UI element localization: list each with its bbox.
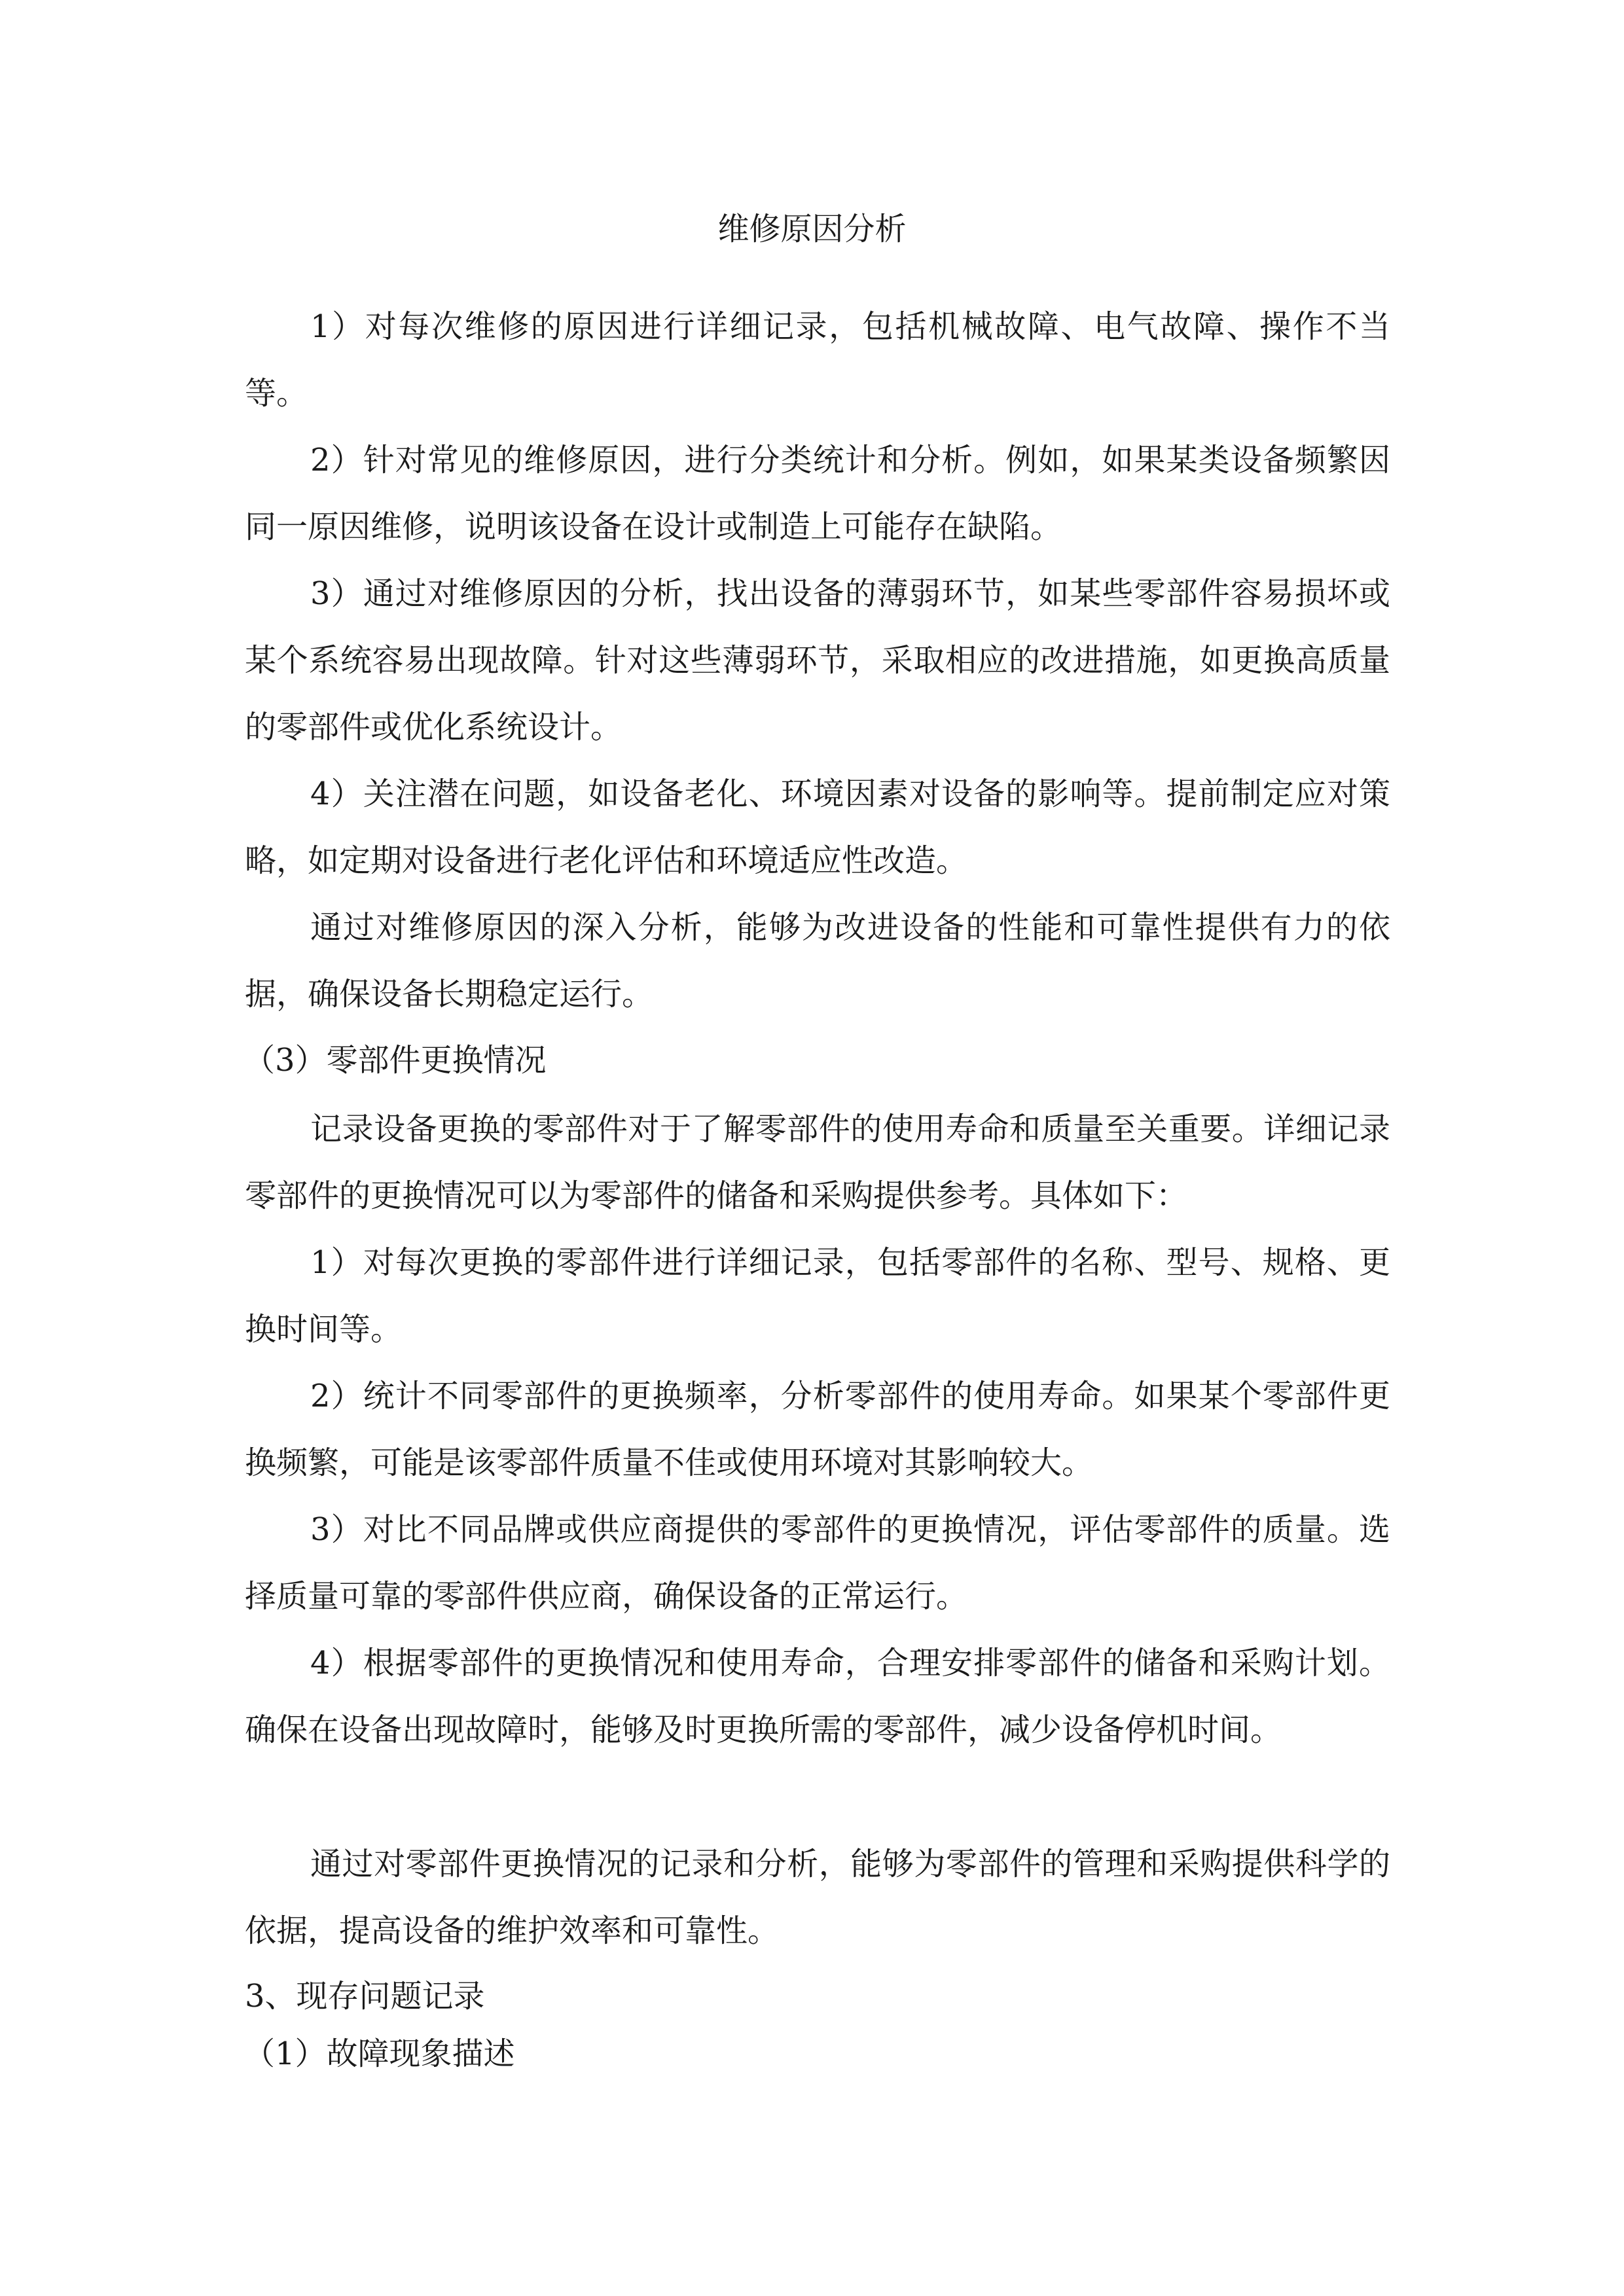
section-heading-existing-issues: 3、现存问题记录 bbox=[245, 1978, 485, 2015]
page-title: 维修原因分析 bbox=[717, 211, 907, 247]
paragraph-parts-intro: 记录设备更换的零部件对于了解零部件的使用寿命和质量至关重要。详细记录零部件的更换情况可以为零部件的储备和采购提供参考。具体如下： bbox=[245, 1111, 1390, 1214]
paragraph-repair-summary: 通过对维修原因的深入分析，能够为改进设备的性能和可靠性提供有力的依据，确保设备长期稳定运行。 bbox=[245, 909, 1390, 1013]
paragraph-parts-frequency: 2）统计不同零部件的更换频率，分析零部件的使用寿命。如果某个零部件更换频繁，可能是该零部件质量不佳或使用环境对其影响较大。 bbox=[245, 1378, 1390, 1481]
paragraph-parts-summary: 通过对零部件更换情况的记录和分析，能够为零部件的管理和采购提供科学的依据，提高设备的维护效率和可靠性。 bbox=[245, 1846, 1390, 1949]
subsection-heading-fault-description: （1）故障现象描述 bbox=[244, 2036, 515, 2072]
paragraph-parts-planning: 4）根据零部件的更换情况和使用寿命，合理安排零部件的储备和采购计划。确保在设备出现故障时，能够及时更换所需的零部件，减少设备停机时间。 bbox=[245, 1645, 1390, 1748]
paragraph-weak-points: 3）通过对维修原因的分析，找出设备的薄弱环节，如某些零部件容易损坏或某个系统容易出现故障。针对这些薄弱环节，采取相应的改进措施，如更换高质量的零部件或优化系统设计。 bbox=[245, 575, 1390, 745]
paragraph-potential-issues: 4）关注潜在问题，如设备老化、环境因素对设备的影响等。提前制定应对策略，如定期对设备进行老化评估和环境适应性改造。 bbox=[245, 776, 1390, 879]
paragraph-parts-record: 1）对每次更换的零部件进行详细记录，包括零部件的名称、型号、规格、更换时间等。 bbox=[245, 1244, 1390, 1348]
section-heading-parts-replacement: （3）零部件更换情况 bbox=[244, 1042, 547, 1079]
paragraph-repair-record: 1）对每次维修的原因进行详细记录，包括机械故障、电气故障、操作不当等。 bbox=[245, 308, 1390, 412]
paragraph-parts-suppliers: 3）对比不同品牌或供应商提供的零部件的更换情况，评估零部件的质量。选择质量可靠的零部件供应商，确保设备的正常运行。 bbox=[245, 1511, 1390, 1615]
paragraph-repair-classification: 2）针对常见的维修原因，进行分类统计和分析。例如，如果某类设备频繁因同一原因维修，说明该设备在设计或制造上可能存在缺陷。 bbox=[245, 442, 1390, 545]
